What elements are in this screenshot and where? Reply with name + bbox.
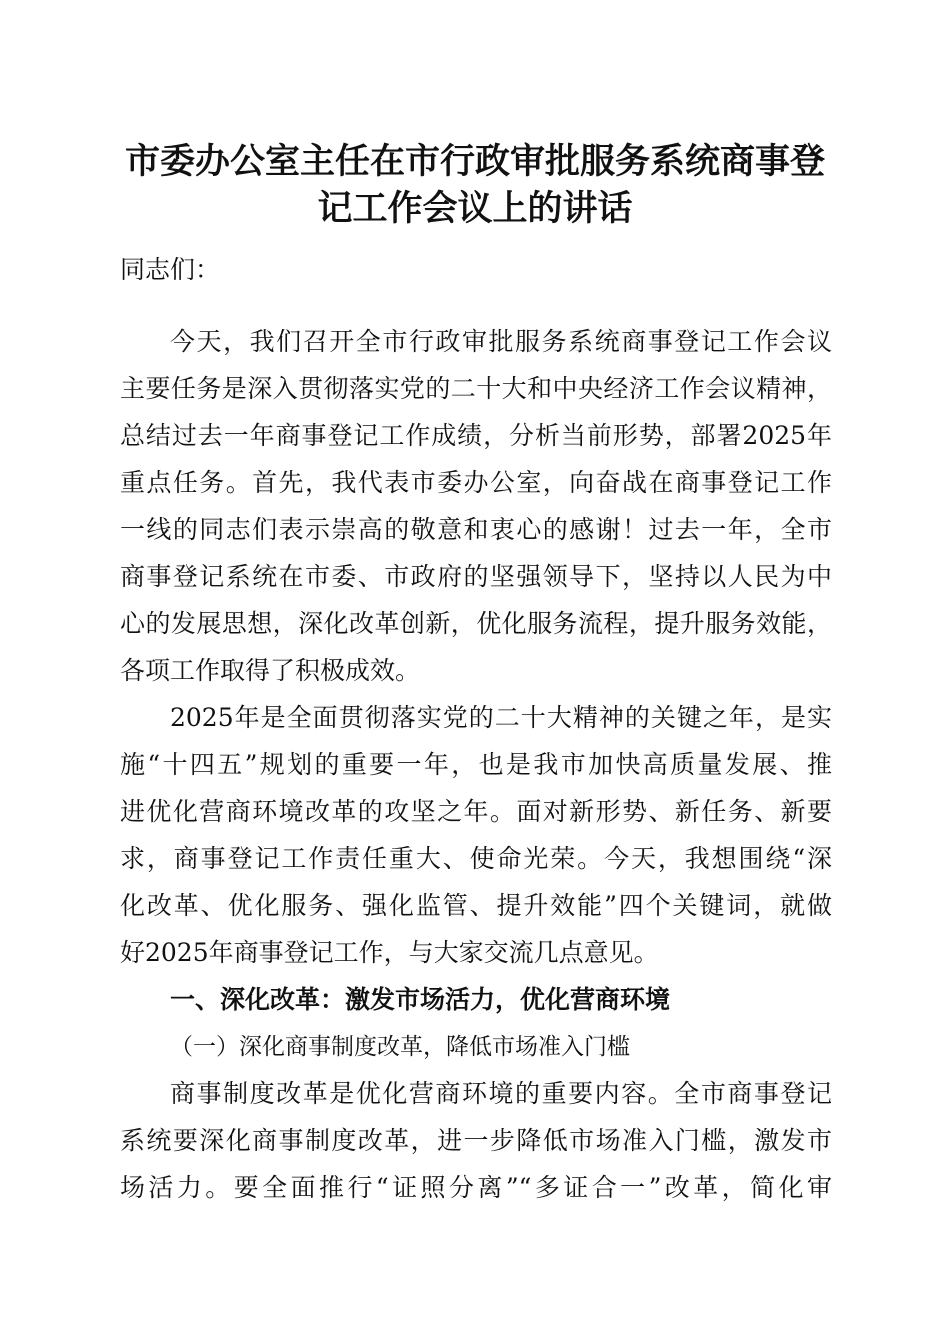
paragraph-3-line: 系统要深化商事制度改革，进一步降低市场准入门槛，激发市	[120, 1126, 832, 1155]
paragraph-2-line: 求，商事登记工作责任重大、使命光荣。今天，我想围绕“深	[120, 844, 832, 873]
paragraph-2-line: 好2025年商事登记工作，与大家交流几点意见。	[120, 938, 659, 967]
document-title-line-2: 记工作会议上的讲话	[317, 188, 633, 229]
paragraph-1-line: 今天，我们召开全市行政审批服务系统商事登记工作会议	[170, 327, 832, 356]
paragraph-3-line: 商事制度改革是优化营商环境的重要内容。全市商事登记	[170, 1079, 832, 1108]
section-1-heading: 一、深化改革：激发市场活力，优化营商环境	[170, 985, 671, 1014]
paragraph-2-line: 进优化营商环境改革的攻坚之年。面对新形势、新任务、新要	[120, 797, 832, 826]
paragraph-3-line: 场活力。要全面推行“证照分离”“多证合一”改革，简化审	[120, 1173, 832, 1202]
document-title-line-1: 市委办公室主任在市行政审批服务系统商事登	[124, 141, 825, 182]
paragraph-1-line: 各项工作取得了积极成效。	[120, 656, 421, 685]
paragraph-1-line: 重点任务。首先，我代表市委办公室，向奋战在商事登记工作	[120, 468, 832, 497]
paragraph-2-line: 化改革、优化服务、强化监管、提升效能”四个关键词，就做	[120, 891, 832, 920]
paragraph-1-line: 主要任务是深入贯彻落实党的二十大和中央经济工作会议精神，	[120, 374, 832, 403]
paragraph-2-line: 2025年是全面贯彻落实党的二十大精神的关键之年，是实	[170, 703, 832, 732]
salutation: 同志们：	[120, 255, 221, 284]
paragraph-1-line: 一线的同志们表示崇高的敬意和衷心的感谢！过去一年，全市	[120, 515, 832, 544]
subsection-1-heading: （一）深化商事制度改革，降低市场准入门槛	[170, 1034, 630, 1060]
paragraph-1-line: 总结过去一年商事登记工作成绩，分析当前形势，部署2025年	[120, 421, 832, 450]
paragraph-1-line: 心的发展思想，深化改革创新，优化服务流程，提升服务效能，	[120, 609, 832, 638]
paragraph-1-line: 商事登记系统在市委、市政府的坚强领导下，坚持以人民为中	[120, 562, 832, 591]
paragraph-2-line: 施“十四五”规划的重要一年，也是我市加快高质量发展、推	[120, 750, 832, 779]
